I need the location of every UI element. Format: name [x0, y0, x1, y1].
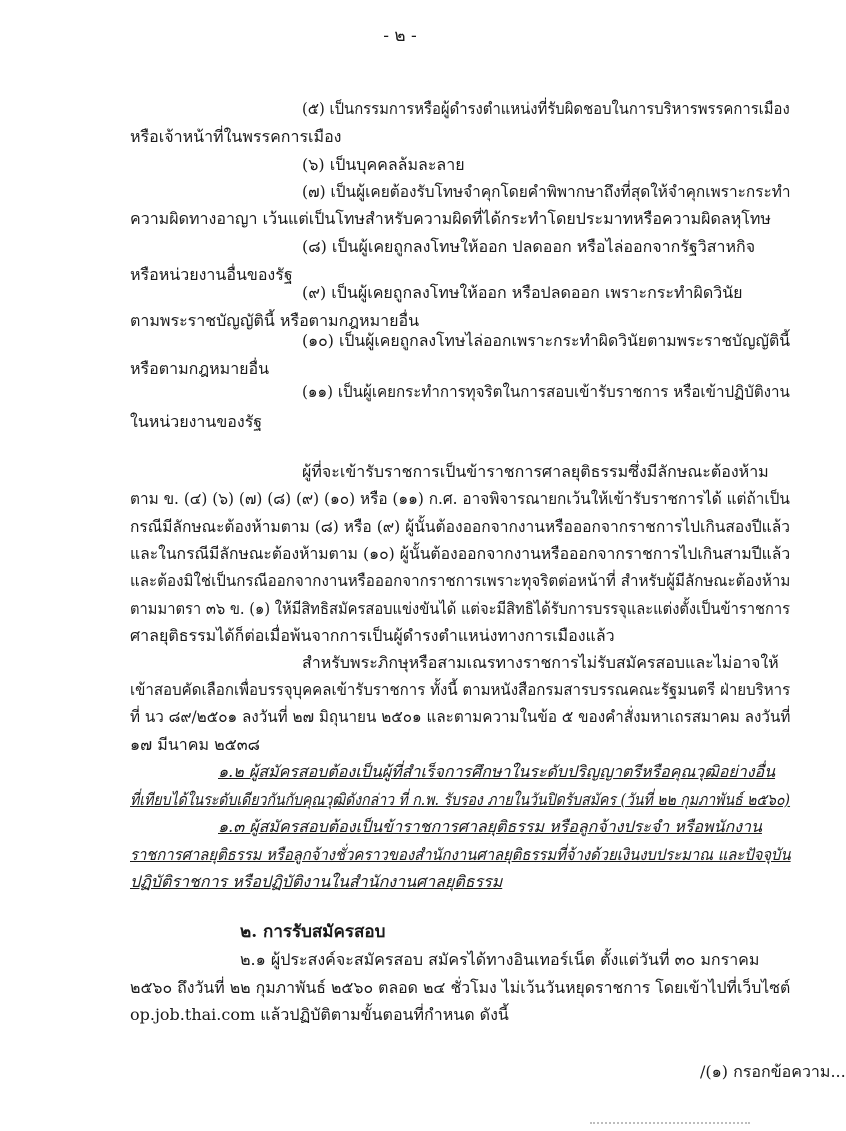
footer-mark [590, 1122, 750, 1127]
text-line: เข้าสอบคัดเลือกเพื่อบรรจุบุคคลเข้ารับราชการ ทั้งนี้ ตามหนังสือกรมสารบรรณคณะรัฐมนตรี ฝ่ายบริหาร [130, 680, 791, 699]
text-line: (๘) เป็นผู้เคยถูกลงโทษให้ออก ปลดออก หรือไล่ออกจากรัฐวิสาหกิจ [302, 237, 756, 256]
text-line: ๒.๑ ผู้ประสงค์จะสมัครสอบ สมัครได้ทางอินเทอร์เน็ต ตั้งแต่วันที่ ๓๐ มกราคม [240, 950, 760, 969]
page-number: - ๒ - [383, 26, 417, 46]
text-line: (๙) เป็นผู้เคยถูกลงโทษให้ออก หรือปลดออก เพราะกระทำผิดวินัย [302, 283, 743, 302]
text-line: op.job.thai.com แล้วปฏิบัติตามขั้นตอนที่กำหนด ดังนี้ [130, 1005, 509, 1024]
text-line: และในกรณีมีลักษณะต้องห้ามตาม (๑๐) ผู้นั้นต้องออกจากงานหรือออกจากราชการไปเกินสามปีแล้ว [130, 544, 791, 563]
section-heading: ๒. การรับสมัครสอบ [240, 922, 386, 942]
text-line: ตามพระราชบัญญัตินี้ หรือตามกฎหมายอื่น [130, 311, 420, 330]
text-line: กรณีมีลักษณะต้องห้ามตาม (๘) หรือ (๙) ผู้นั้นต้องออกจากงานหรือออกจากราชการไปเกินสองปีแล้ว [130, 517, 790, 536]
text-line: ศาลยุติธรรมได้ก็ต่อเมื่อพ้นจากการเป็นผู้ดำรงตำแหน่งทางการเมืองแล้ว [130, 626, 615, 645]
text-line: ผู้ที่จะเข้ารับราชการเป็นข้าราชการศาลยุติธรรมซึ่งมีลักษณะต้องห้าม [302, 462, 769, 481]
text-line: หรือเจ้าหน้าที่ในพรรคการเมือง [130, 127, 342, 146]
text-line: (๖) เป็นบุคคลล้มละลาย [302, 155, 465, 174]
text-line: หรือหน่วยงานอื่นของรัฐ [130, 265, 293, 284]
text-line: (๕) เป็นกรรมการหรือผู้ดำรงตำแหน่งที่รับผิดชอบในการบริหารพรรคการเมือง [302, 99, 790, 118]
text-line: ตาม ข. (๔) (๖) (๗) (๘) (๙) (๑๐) หรือ (๑๑) ก.ศ. อาจพิจารณายกเว้นให้เข้ารับราชการได้ แต่ถ้าเป็น [130, 489, 790, 508]
text-line: หรือตามกฎหมายอื่น [130, 359, 270, 378]
text-line: ที่ นว ๘๙/๒๕๐๑ ลงวันที่ ๒๗ มิถุนายน ๒๕๐๑ และตามความในข้อ ๕ ของคำสั่งมหาเถรสมาคม ลงวันที่ [130, 707, 791, 726]
text-line: ๑๗ มีนาคม ๒๕๓๘ [130, 735, 261, 754]
qualification-1-3-line: ราชการศาลยุติธรรม หรือลูกจ้างชั่วคราวของสำนักงานศาลยุติธรรมที่จ้างด้วยเงินงบประมาณ และปัจจุบัน [130, 845, 791, 864]
text-line: (๗) เป็นผู้เคยต้องรับโทษจำคุกโดยคำพิพากษาถึงที่สุดให้จำคุกเพราะกระทำ [302, 182, 791, 201]
qualification-1-3-line: ปฏิบัติราชการ หรือปฏิบัติงานในสำนักงานศาลยุติธรรม [130, 872, 503, 891]
text-line: และต้องมิใช่เป็นกรณีออกจากงานหรือออกจากราชการเพราะทุจริตต่อหน้าที่ สำหรับผู้มีลักษณะต้องห้าม [130, 571, 791, 590]
text-line: ความผิดทางอาญา เว้นแต่เป็นโทษสำหรับความผิดที่ได้กระทำโดยประมาทหรือความผิดลหุโทษ [130, 209, 771, 228]
qualification-1-3-line: ๑.๓ ผู้สมัครสอบต้องเป็นข้าราชการศาลยุติธรรม หรือลูกจ้างประจำ หรือพนักงาน [218, 817, 762, 836]
text-line: ตามมาตรา ๓๖ ข. (๑) ให้มีสิทธิสมัครสอบแข่งขันได้ แต่จะมีสิทธิได้รับการบรรจุและแต่งตั้งเป็นข้าราชการ [130, 599, 791, 618]
text-line: (๑๑) เป็นผู้เคยกระทำการทุจริตในการสอบเข้ารับราชการ หรือเข้าปฏิบัติงาน [302, 382, 790, 401]
text-line: ๒๕๖๐ ถึงวันที่ ๒๒ กุมภาพันธ์ ๒๕๖๐ ตลอด ๒๔ ชั่วโมง ไม่เว้นวันหยุดราชการ โดยเข้าไปที่เว็บไซต์ [130, 978, 791, 997]
text-line: สำหรับพระภิกษุหรือสามเณรทางราชการไม่รับสมัครสอบและไม่อาจให้ [302, 653, 779, 672]
continuation-marker: /(๑) กรอกข้อความ... [700, 1062, 846, 1081]
text-line: (๑๐) เป็นผู้เคยถูกลงโทษไล่ออกเพราะกระทำผิดวินัยตามพระราชบัญญัตินี้ [302, 331, 790, 350]
qualification-1-2-line: ๑.๒ ผู้สมัครสอบต้องเป็นผู้ที่สำเร็จการศึกษาในระดับปริญญาตรีหรือคุณวุฒิอย่างอื่น [218, 762, 776, 781]
text-line: ในหน่วยงานของรัฐ [130, 412, 263, 431]
qualification-1-2-line: ที่เทียบได้ในระดับเดียวกันกับคุณวุฒิดังกล่าว ที่ ก.พ. รับรอง ภายในวันปิดรับสมัคร (วันที่ ๒๒ กุมภาพันธ์ ๒๕๖๐) [130, 790, 791, 809]
